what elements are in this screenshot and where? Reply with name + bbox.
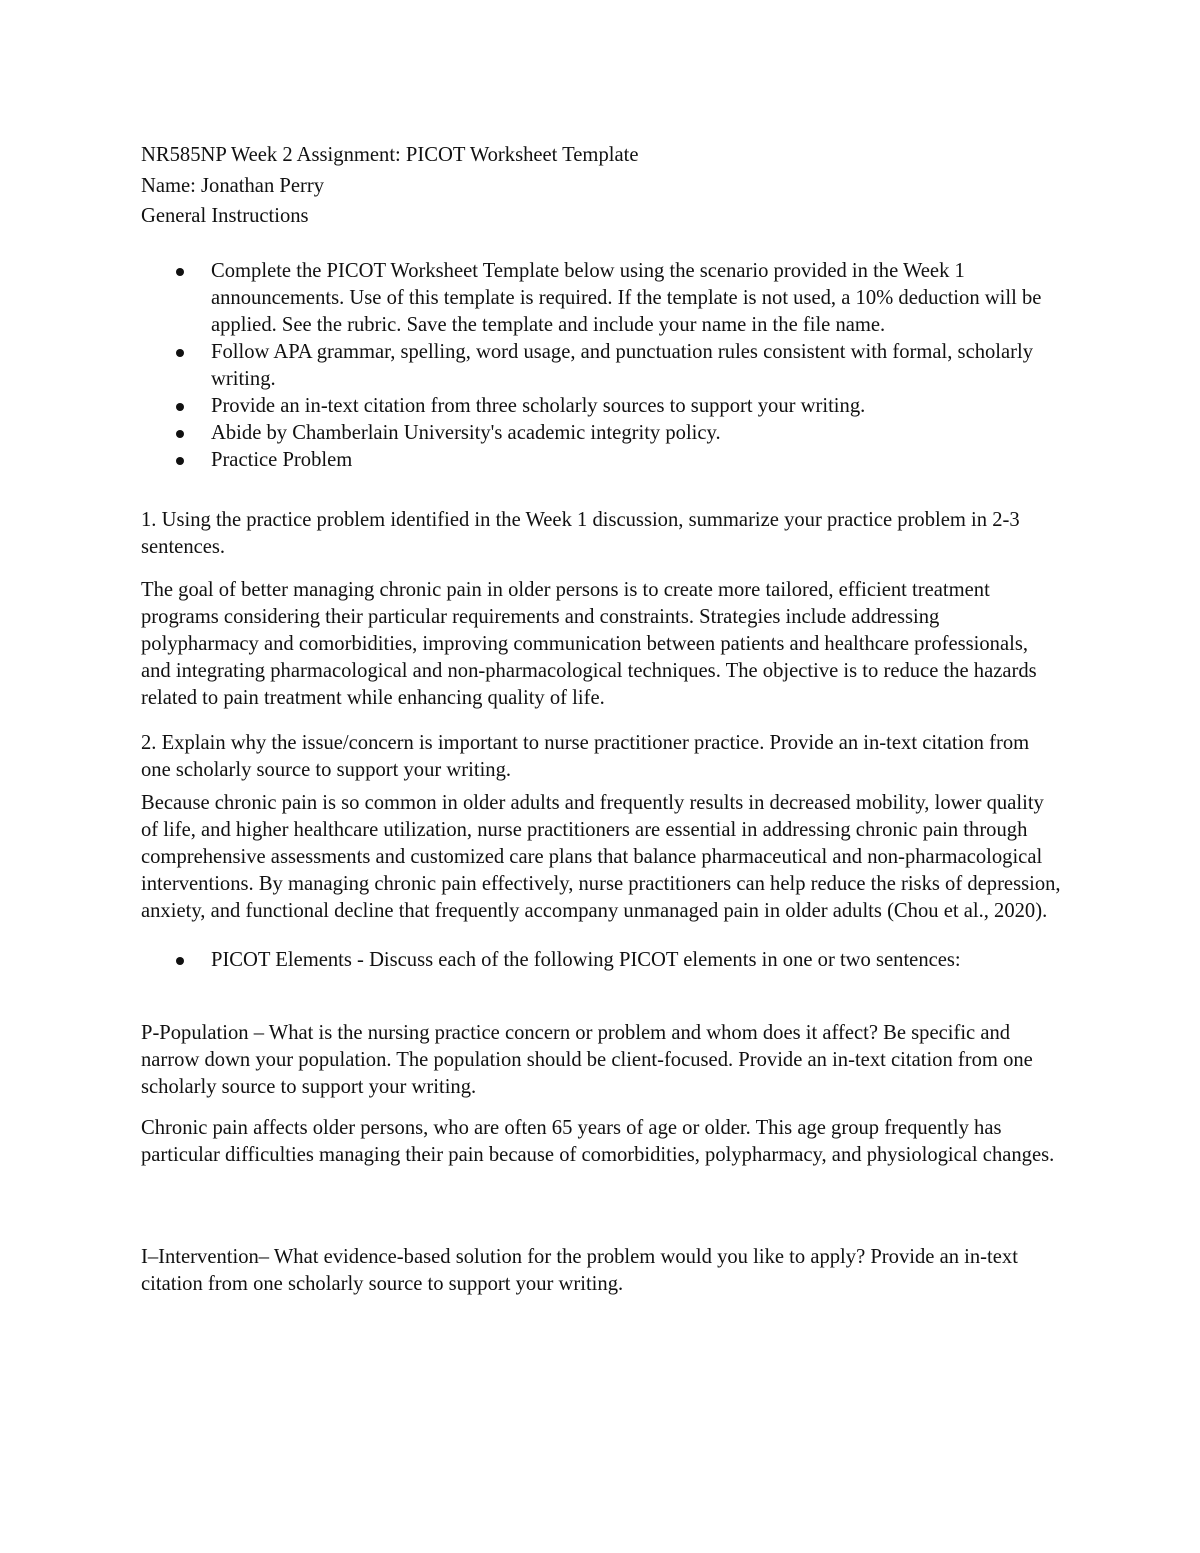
student-name: Name: Jonathan Perry [141,174,325,197]
instruction-text: Provide an in-text citation from three scholarly sources to support your writing. [211,395,866,417]
document-title: NR585NP Week 2 Assignment: PICOT Worksheet Template [141,144,639,166]
list-item [141,947,1061,974]
bullet-icon [176,403,184,411]
instruction-text: Abide by Chamberlain University's academic integrity policy. [211,422,721,444]
list-item [141,393,1061,420]
bullet-icon [176,349,184,357]
list-item [141,258,1061,339]
instruction-text: Practice Problem [211,449,353,471]
list-item [141,447,1061,474]
instruction-text: Complete the PICOT Worksheet Template below using the scenario provided in the Week 1 announcements. Use of this template is required. If the template is not used, a 10% deduction will be applied. See the rubric. Save the template and include your name in the file name. [211,260,1042,336]
general-instructions-heading: General Instructions [141,205,309,227]
population-answer: Chronic pain affects older persons, who are often 65 years of age or older. This age group frequently has particular difficulties managing their pain because of comorbidities, polypharmacy, and physiological changes. [141,1117,1055,1166]
question-1-answer: The goal of better managing chronic pain in older persons is to create more tailored, efficient treatment programs considering their particular requirements and constraints. Strategies include addressing polypharmacy and comorbidities, improving communication between patients and healthcare professionals, and integrating pharmacological and non-pharmacological techniques. The objective is to reduce the hazards related to pain treatment while enhancing quality of life. [141,579,1037,709]
intervention-prompt: I–Intervention– What evidence-based solution for the problem would you like to apply? Provide an in-text citation from one scholarly source to support your writing. [141,1246,1018,1295]
question-1-prompt: 1. Using the practice problem identified in the Week 1 discussion, summarize your practice problem in 2-3 sentences. [141,509,1020,558]
question-2-answer: Because chronic pain is so common in older adults and frequently results in decreased mobility, lower quality of life, and higher healthcare utilization, nurse practitioners are essential in addressing chronic pain through comprehensive assessments and customized care plans that balance pharmaceutical and non-pharmacological interventions. By managing chronic pain effectively, nurse practitioners can help reduce the risks of depression, anxiety, and functional decline that frequently accompany unmanaged pain in older adults (Chou et al., 2020). [141,792,1061,922]
bullet-icon [176,957,184,965]
list-item [141,339,1061,393]
population-prompt: P-Population – What is the nursing practice concern or problem and whom does it affect? Be specific and narrow down your population. The population should be client-focused. Provide an in-text citation from one scholarly source to support your writing. [141,1022,1033,1098]
picot-elements-list [141,947,1061,974]
bullet-icon [176,457,184,465]
bullet-icon [176,430,184,438]
picot-elements-text: PICOT Elements - Discuss each of the following PICOT elements in one or two sentences: [211,949,961,971]
instructions-list [141,258,1061,474]
list-item [141,420,1061,447]
question-2-prompt: 2. Explain why the issue/concern is important to nurse practitioner practice. Provide an in-text citation from one scholarly source to support your writing. [141,732,1030,781]
bullet-icon [176,268,184,276]
instruction-text: Follow APA grammar, spelling, word usage, and punctuation rules consistent with formal, scholarly writing. [211,341,1034,390]
document-page [141,142,1061,1298]
